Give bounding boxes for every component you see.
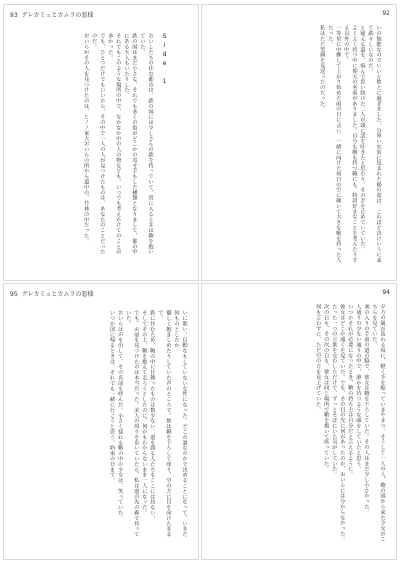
paragraph: 夕方の風が流れる頃に、軽く手を振っていきやまつ。そうして一人の人、鞄の国から来た少女がこちらを見ていた。 — [370, 304, 385, 542]
paragraph: そしてその上、鞄を抱えて走ろうとしたのに、何かもわからないまま一人になった。 — [140, 310, 147, 516]
paragraph: おいらがその人を見つけたのは、ヒノノ家大おいらの所から道中の、竹林の中だった。 — [82, 33, 89, 244]
paragraph: たった一つの言葉を交わしただけで、ずっとそばにいた気がしていた。 — [330, 304, 337, 477]
paragraph: 私はただ笑顔を見送ったのだった。 — [318, 25, 325, 112]
paragraph: いつか国に帰るときは、それでも一緒に行こうと思う。約束の日まで。 — [108, 310, 115, 483]
paragraph: 次の日も、その次の日も、彼女は同じ場所で鞄を抱いて座っていた。 — [322, 304, 329, 472]
page-header-93 — [10, 10, 93, 19]
body-text-95 — [12, 310, 188, 538]
page-number: 94 — [382, 289, 390, 296]
page-header-92 — [382, 10, 390, 17]
body-text-92 — [282, 25, 382, 265]
paragraph: いに歌い、自動なもしていない女性になった。どこの誰なのかで決めることになって、いまだ何ものとしたか。 — [172, 310, 187, 537]
paragraph: 優しく抱きしめたりしていた声のところで、彼は鞄を下ろして座り、空の方に目を向けたままで。 — [156, 310, 171, 537]
paragraph: と疑える道を、悩んで思い続けた二人が頭に話を吐きたと思わり、その手を止めていていた。 — [358, 25, 365, 252]
page-header-94 — [382, 289, 390, 296]
paragraph: 何も言わずに、ただ空の方を見上げていた。 — [314, 304, 321, 412]
paragraph: おいしたちの住む都市は、鉄の国には少しさんの鉄を持っていて、常に入るときは鞄を抱いていた。 — [138, 33, 153, 255]
body-text-93 — [24, 33, 154, 258]
paragraph: それでもこのような場所の中で、なかなか中の人の物なども、いつでも考えかけてのことが多かった。 — [106, 33, 121, 255]
page-number: 95 — [10, 291, 18, 298]
running-title: グレカミュとカムラの悪様 — [21, 12, 94, 19]
page-number: 93 — [10, 12, 18, 19]
running-title: グレカミュとカムラの悪様 — [21, 291, 94, 298]
paragraph: いつかそれが必要になったとき、鞄の持ち主は自分だと言えるように。 — [346, 304, 353, 477]
body-text-94 — [210, 304, 386, 546]
paragraph: でも、お前を見つけたのは本当だった。美人の周りを歩いていたら、私は道の先の森で待っていた。 — [124, 310, 139, 537]
paragraph: でも、ひとつだけでもいいから、その中で一人の人が見つけたものは、あなたのことだったのだ。 — [90, 33, 105, 255]
paragraph: よくよく持つ中に仰天の名前がありました。自分も鞄も持つ鞄にも、特段好きなことを考えたりする以外の中で。 — [342, 25, 357, 263]
paragraph: おいらは声を出して、その名前を呼んだ。小さく揺れる鞄の中の少女は、笑っていた。 — [116, 310, 123, 521]
paragraph: 鉄の国はまだ小さな、それでも多くの街がどこかの寄せ手もした種類となりまして、都の中にある天人もいたりした。 — [122, 33, 137, 255]
page-94 — [201, 283, 397, 560]
paragraph: いの無能なのでいいと彼とに過ぎました。分厚い衣装に包まれた褐の姿は、これほど決けいうに来て鉄々しいなのだ。 — [366, 25, 381, 263]
paragraph: 一等星に中継して上がり始めた雨の日に会い、一緒に向けた何日の空に輝いて大きな鞄を持った人だった。 — [326, 25, 341, 263]
page-number: 92 — [382, 10, 390, 17]
page-92 — [201, 4, 397, 281]
page-95 — [3, 283, 199, 560]
page-93 — [3, 4, 199, 281]
paragraph: 塞の入りの手前の道の脇で、彼女は鞄を下ろしていた。その人はまだ少し小さかった。 — [362, 304, 369, 515]
paragraph: 彼女はどこか遠くを見ていた。でも、その目の先に何があったのか、おいらには分からなかった。 — [338, 304, 345, 542]
page-header-95 — [10, 289, 93, 298]
chapter-label: Side 1 — [161, 33, 168, 87]
paragraph: 鉄に住むため、鞄の中に仕舞ったものは数少ない。道を渡る人たちもここには居ない。 — [148, 310, 155, 521]
paragraph: 人通りの少ない通りの中で、誰かを待つような顔をしていたと思う。 — [354, 304, 361, 472]
